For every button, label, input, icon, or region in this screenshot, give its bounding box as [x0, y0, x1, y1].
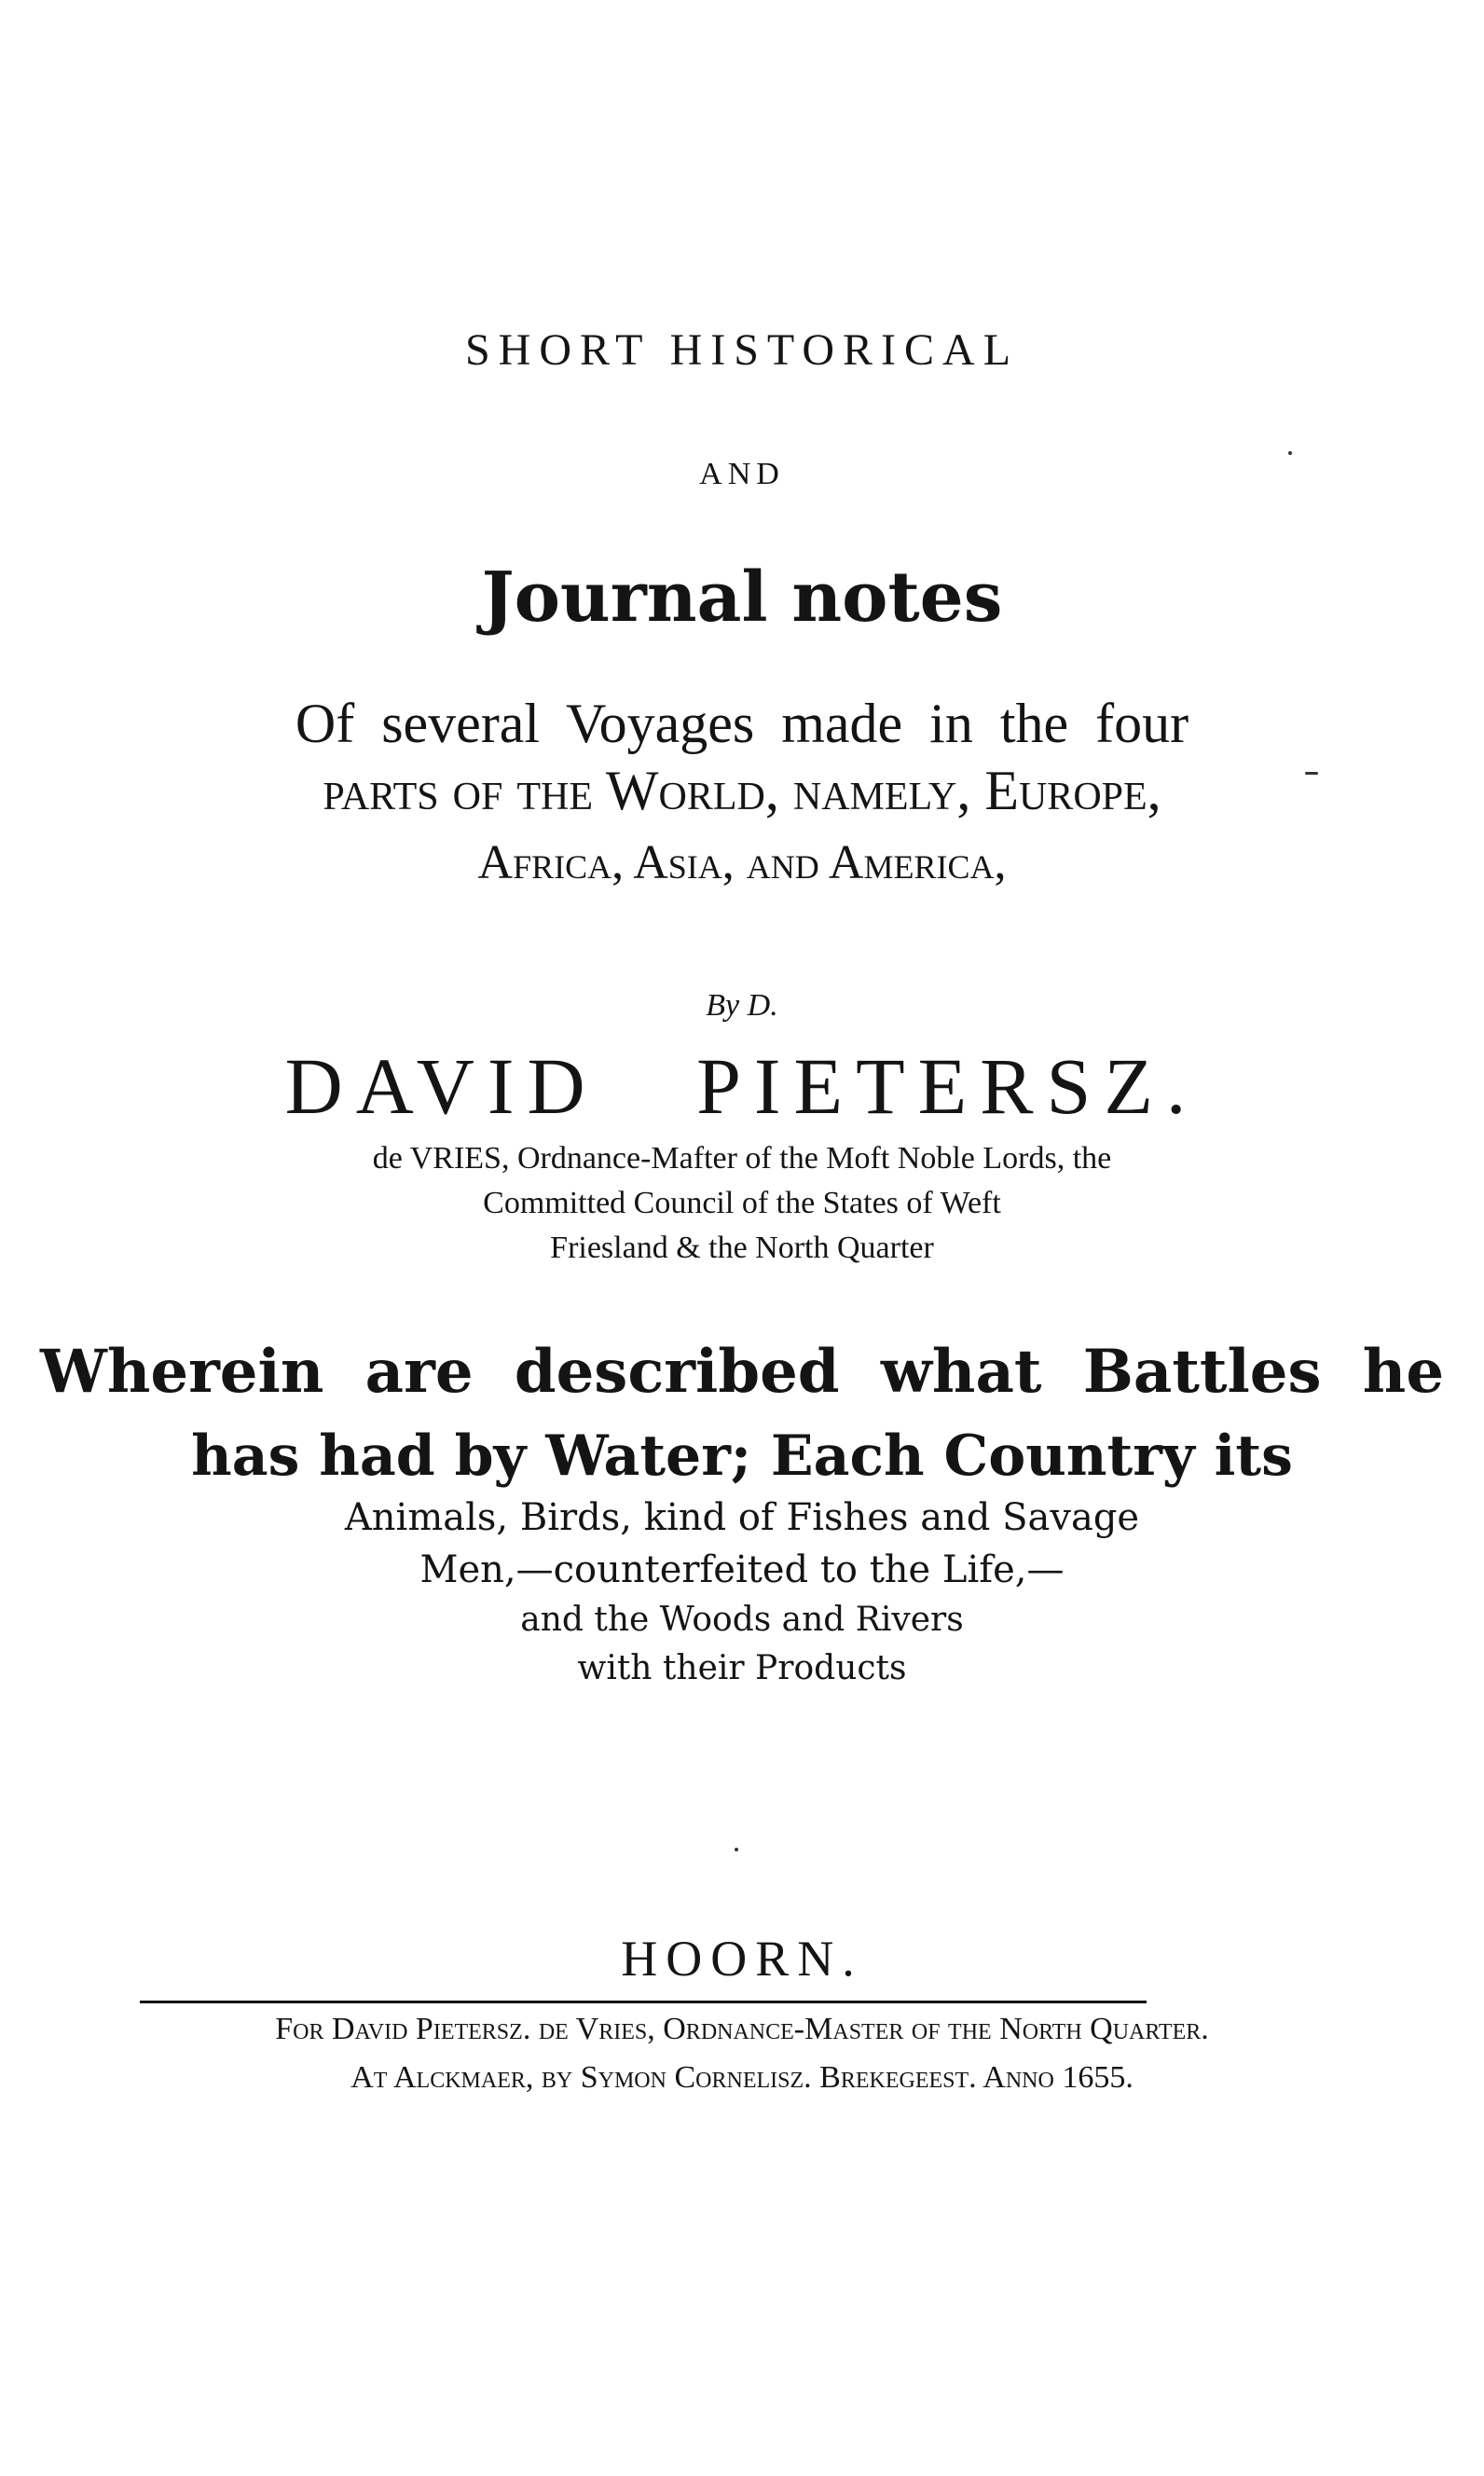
description-line-1: Of several Voyages made in the four [295, 693, 1189, 754]
by-line: By D. [706, 988, 778, 1023]
description-line-3: Africa, Asia, and America, [477, 836, 1007, 889]
author-name: DAVID PIETERSZ. [284, 1041, 1200, 1131]
contents-line-5: and the Woods and Rivers [520, 1601, 964, 1639]
ink-speck [1305, 772, 1318, 775]
imprint-rule [140, 2001, 1147, 2003]
imprint-line-1: For David Pietersz. de Vries, Ordnance-Master of the North Quarter. [275, 2012, 1209, 2046]
contents-line-2: has had by Water; Each Country its [191, 1424, 1293, 1489]
contents-line-3: Animals, Birds, kind of Fishes and Savage [344, 1496, 1140, 1539]
contents-line-4: Men,—counterfeited to the Life,— [419, 1548, 1065, 1591]
description-line-2: parts of the World, namely, Europe, [323, 760, 1161, 821]
heading-short-historical: SHORT HISTORICAL [464, 325, 1020, 375]
contents-line-6: with their Products [577, 1649, 907, 1687]
author-description-line-2: Committed Council of the States of Weft [483, 1186, 1001, 1220]
author-description-line-3: Friesland & the North Quarter [550, 1231, 934, 1265]
ink-speck [1288, 451, 1292, 455]
heading-and: AND [699, 457, 785, 491]
place-of-publication: HOORN. [621, 1931, 863, 1987]
ink-speck [735, 1848, 738, 1851]
contents-line-1: Wherein are described what Battles he [39, 1337, 1445, 1407]
author-description-line-1: de VRIES, Ordnance-Mafter of the Moft Noble Lords, the [372, 1141, 1112, 1176]
heading-journal-notes: Journal notes [481, 557, 1003, 638]
imprint-line-2: At Alckmaer, by Symon Cornelisz. Brekegeest. Anno 1655. [350, 2060, 1134, 2095]
